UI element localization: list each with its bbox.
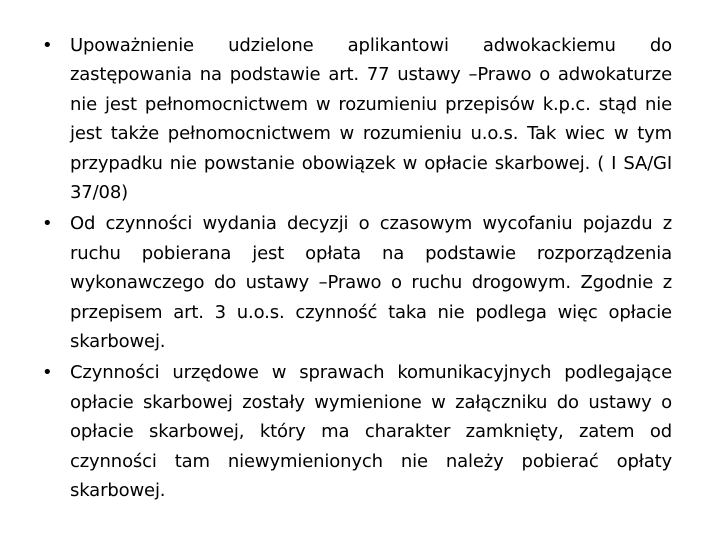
bullet-text-2: Od czynności wydania decyzji o czasowym wycofaniu pojazdu z ruchu pobierana jest opłata na podstawie rozporządzenia wykonawczego do ustawy –Prawo o ruchu drogowym. Zgodnie z przepisem art. 3 u.o.s. czynność taka nie podlega więc opłacie skarbowej. [70,213,672,353]
bullet-list [40,31,672,508]
bullet-item-3 [40,358,672,505]
bullet-item-2 [40,209,672,356]
bullet-text-1: Upoważnienie udzielone aplikantowi adwokackiemu do zastępowania na podstawie art. 77 ustawy –Prawo o adwokaturze nie jest pełnomocnictwem w rozumieniu przepisów k.p.c. stąd nie jest także pełnomocnictwem w rozumieniu u.o.s. Tak wiec w tym przypadku nie powstanie obowiązek w opłacie skarbowej. ( I SA/GI 37/08) [70,35,672,204]
bullet-icon: • [42,213,53,235]
bullet-icon: • [42,35,53,56]
bullet-item-1 [40,31,672,207]
bullet-text-3: Czynności urzędowe w sprawach komunikacyjnych podlegające opłacie skarbowej zostały wymienione w załączniku do ustawy o opłacie skarbowej, który ma charakter zamknięty, zatem od czynności tam niewymienionych nie należy pobierać opłaty skarbowej. [70,362,672,502]
bullet-icon: • [42,362,53,384]
